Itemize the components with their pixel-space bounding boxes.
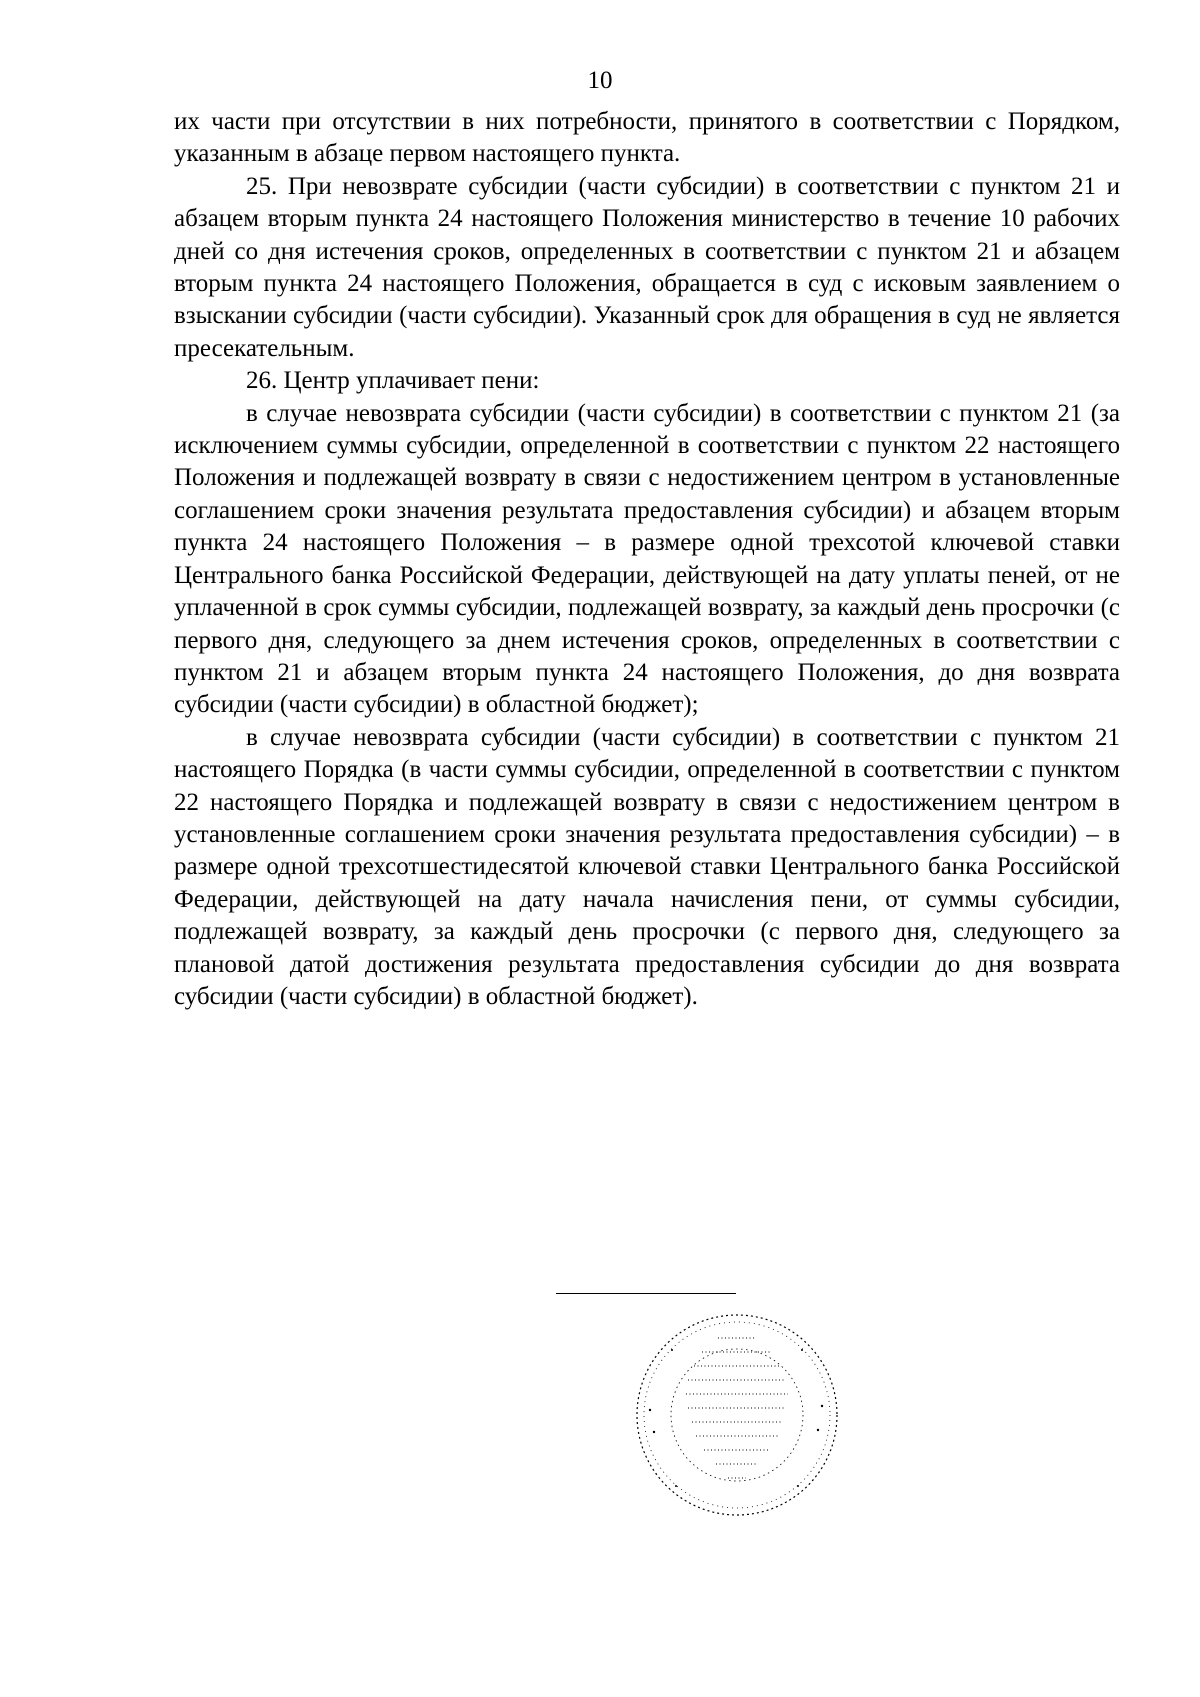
paragraph-item-25: 25. При невозврате субсидии (части субсидии) в соответствии с пунктом 21 и абзацем вторым пункта 24 настоящего Положения министерство в течение 10 рабочих дней со дня истечения сроков, определенных в соответствии с пунктом 21 и абзацем вторым пункта 24 настоящего Положения, обращается в суд с исковым заявлением о взыскании субсидии (части субсидии). Указанный срок для обращения в суд не является пресекательным. [174, 172, 1120, 362]
document-body [174, 106, 1120, 1013]
paragraph-continuation: их части при отсутствии в них потребности, принятого в соответствии с Порядком, указанным в абзаце первом настоящего пункта. [174, 108, 1120, 168]
paragraph-penalty-case-1: в случае невозврата субсидии (части субсидии) в соответствии с пунктом 21 (за исключением суммы субсидии, определенной в соответствии с пунктом 22 настоящего Положения и подлежащей возврату в связи с недостижением центром в установленные соглашением сроки значения результата предоставления субсидии) и абзацем вторым пункта 24 настоящего Положения – в размере одной трехсотой ключевой ставки Центрального банка Российской Федерации, действующей на дату уплаты пеней, от не уплаченной в срок суммы субсидии, подлежащей возврату, за каждый день просрочки (с первого дня, следующего за днем истечения сроков, определенных в соответствии с пунктом 21 и абзацем вторым пункта 24 настоящего Положения, до дня возврата субсидии (части субсидии) в областной бюджет); [174, 399, 1120, 719]
official-seal-icon [632, 1310, 842, 1520]
page-number: 10 [587, 67, 613, 94]
paragraph-penalty-case-2: в случае невозврата субсидии (части субсидии) в соответствии с пунктом 21 настоящего Порядка (в части суммы субсидии, определенной в соответствии с пунктом 22 настоящего Порядка и подлежащей возврату в связи с недостижением центром в установленные соглашением сроки значения результата предоставления субсидии) – в размере одной трехсотшестидесятой ключевой ставки Центрального банка Российской Федерации, действующей на дату начала начисления пени, от суммы субсидии, подлежащей возврату, за каждый день просрочки (с первого дня, следующего за плановой датой достижения результата предоставления субсидии до дня возврата субсидии (части субсидии) в областной бюджет). [174, 723, 1120, 1010]
paragraph-item-26: 26. Центр уплачивает пени: [246, 367, 540, 395]
end-separator-line [556, 1293, 736, 1294]
